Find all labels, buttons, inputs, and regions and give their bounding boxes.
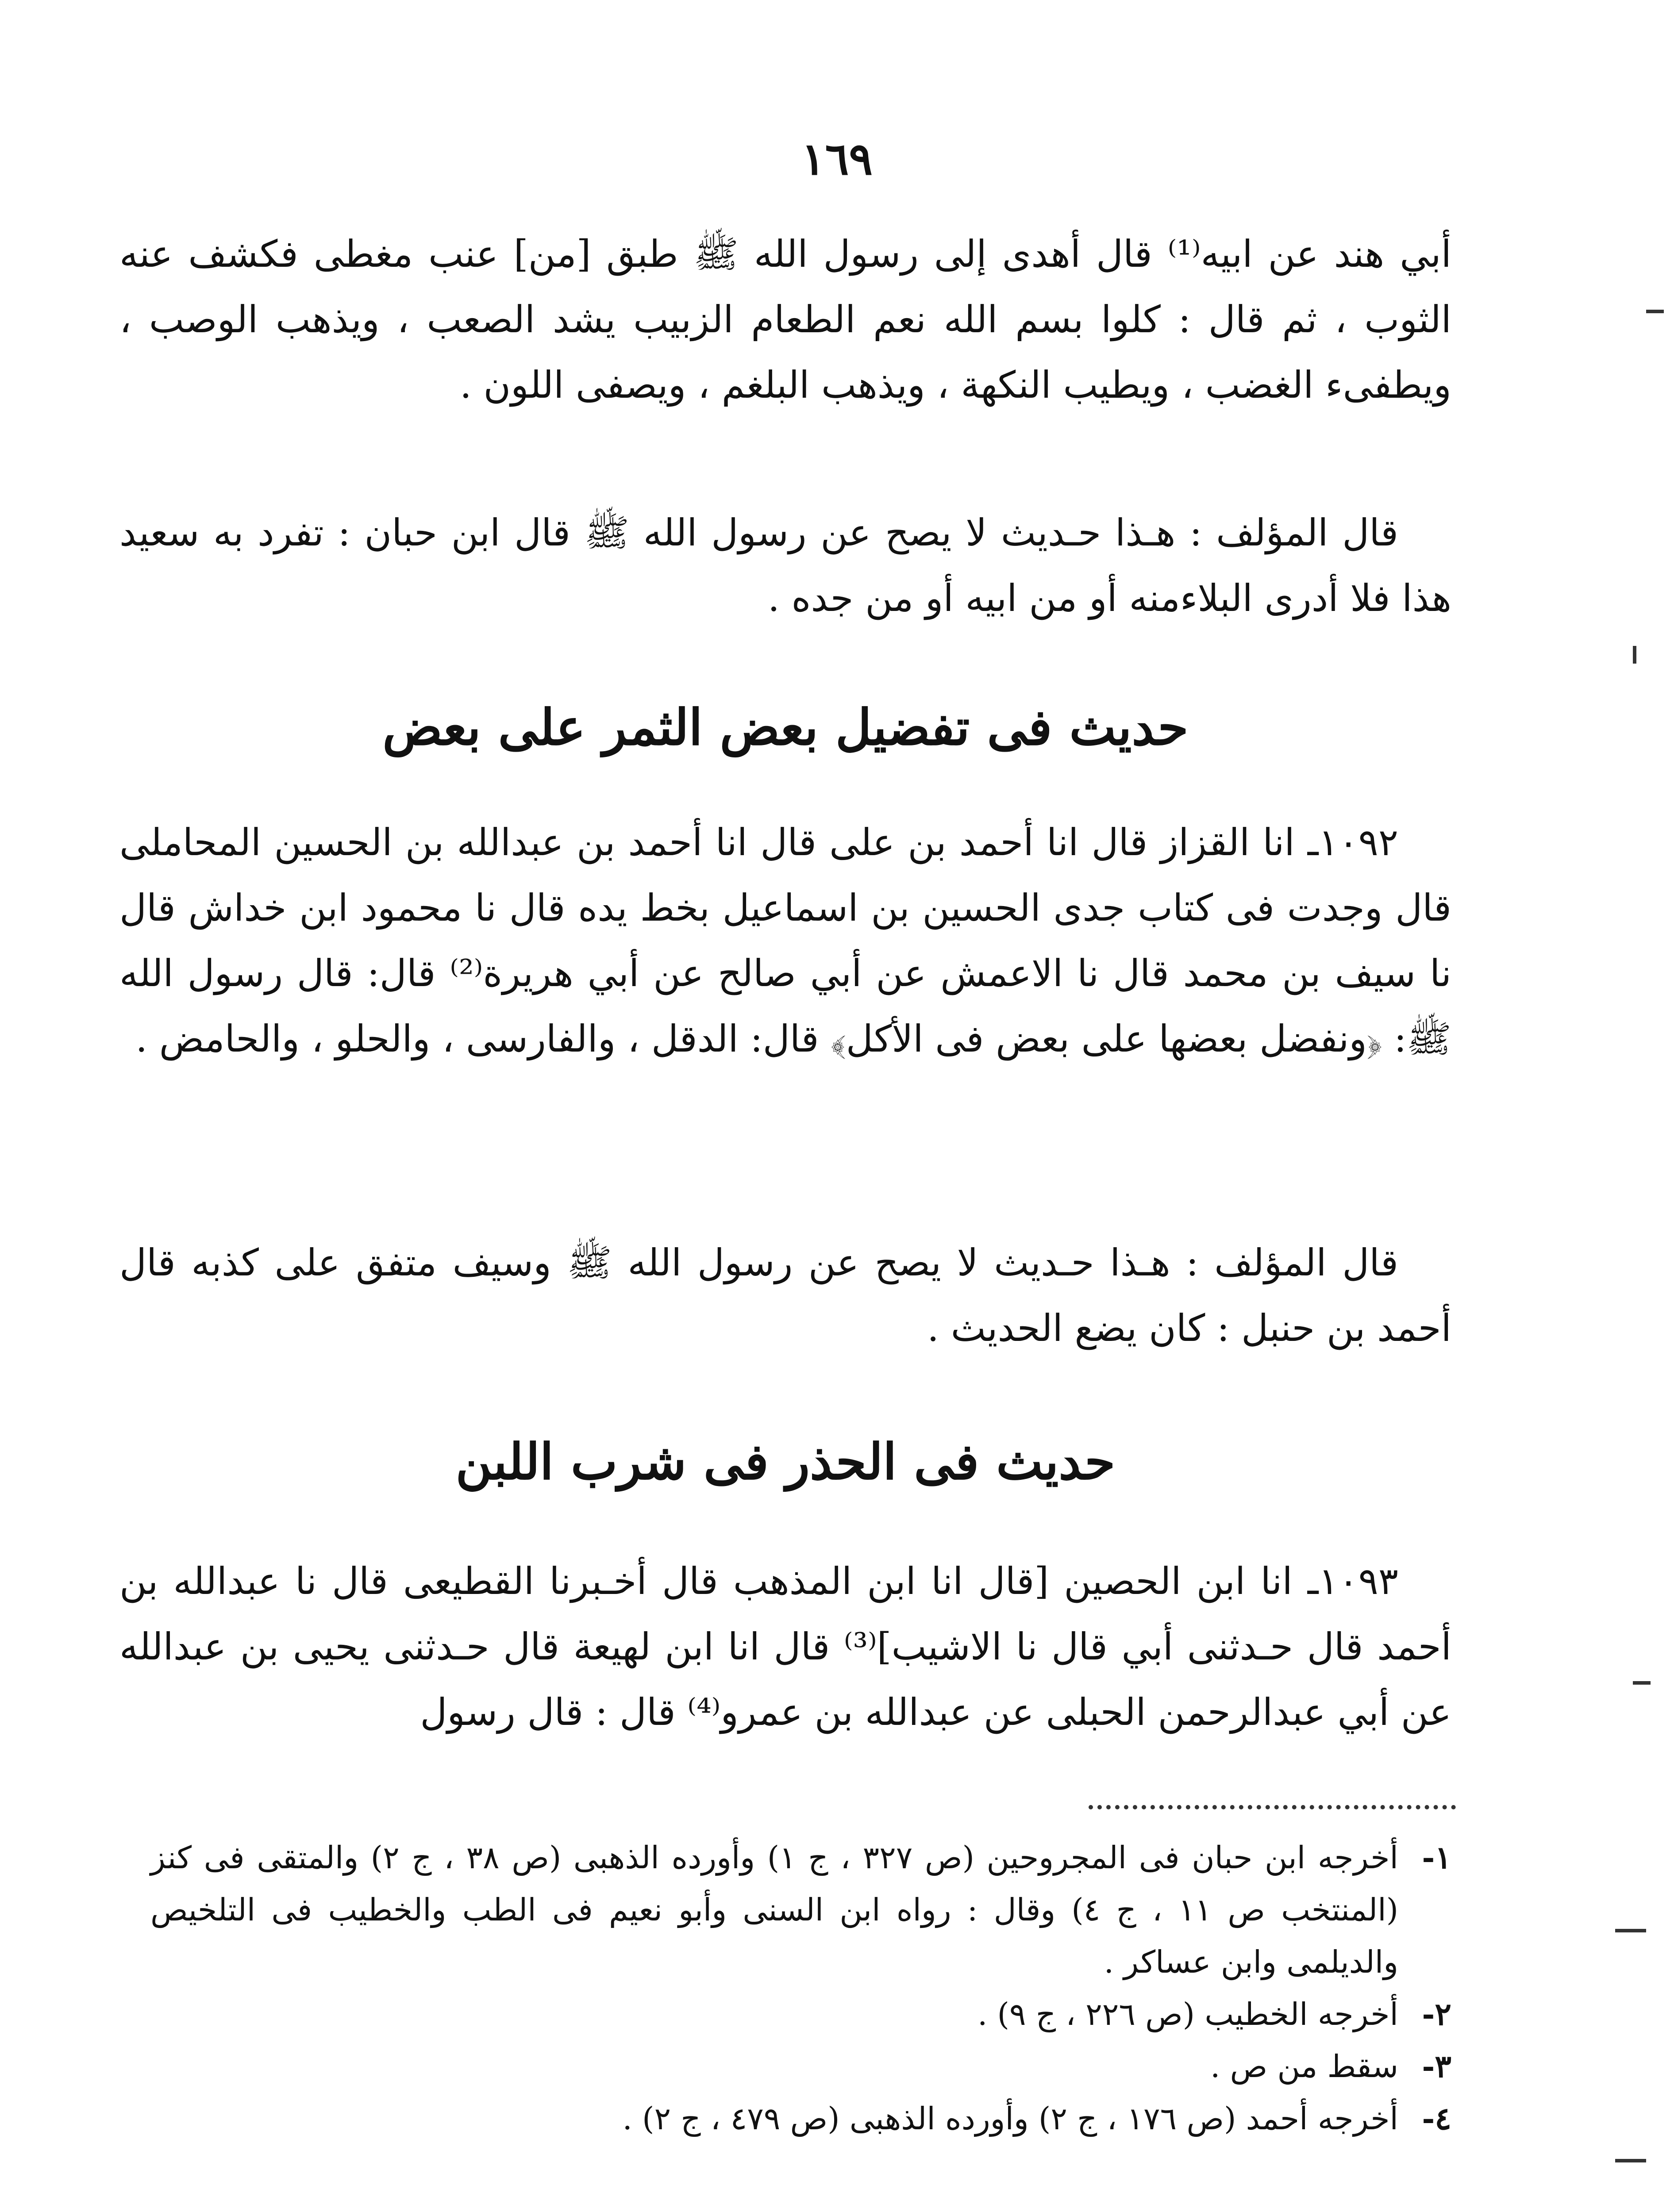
scan-margin-mark <box>1615 1929 1646 1932</box>
paragraph-text: ١٠٩٣ـ انا ابن الحصين [قال انا ابن المذهب قال أخـبرنا القطيعى قال نا عبدالله بن أحمد قال حـدثنى أبي قال نا الاشيب]⁽³⁾ قال انا ابن لهيعة قال حـدثنى يحيى بن عبدالله عن أبي عبدالرحمن الحبلى عن عبدالله بن عمرو⁽⁴⁾ قال : قال رسول <box>119 1559 1451 1734</box>
scan-margin-mark <box>1615 2159 1646 2162</box>
page-number: ١٦٩ <box>801 133 873 185</box>
footnote-number: ٢- <box>1422 1996 1451 2032</box>
section-heading-fruit-preference: حديث فى تفضيل بعض الثمر على بعض <box>382 699 1189 757</box>
scan-margin-mark <box>1633 1681 1651 1685</box>
section-heading-milk-caution: حديث فى الحذر فى شرب اللبن <box>455 1433 1116 1491</box>
paragraph-hadith-1093 <box>119 1548 1451 1745</box>
footnotes-section <box>150 1832 1451 2145</box>
footnote-text: أخرجه ابن حبان فى المجروحين (ص ٣٢٧ ، ج ١) وأورده الذهبى (ص ٣٨ ، ج ٢) والمتقى فى كنز (المنتخب ص ١١ ، ج ٤) وقال : رواه ابن السنى وأبو نعيم فى الطب والخطيب فى التلخيص والديلمى وابن عساكر . <box>150 1839 1399 1980</box>
footnote-3 <box>150 2040 1451 2093</box>
footnote-4 <box>150 2093 1451 2145</box>
footnote-text: سقط من ص . <box>1210 2048 1398 2085</box>
footnote-text: أخرجه أحمد (ص ١٧٦ ، ج ٢) وأورده الذهبى (ص ٤٧٩ ، ج ٢) . <box>622 2101 1398 2137</box>
paragraph-text: أبي هند عن ابيه⁽¹⁾ قال أهدى إلى رسول الله ﷺ طبق [من] عنب مغطى فكشف عنه الثوب ، ثم قال : كلوا بسم الله نعم الطعام الزبيب يشد الصعب ، ويذهب الوصب ، ويطفىء الغضب ، ويطيب النكهة ، ويذهب البلغم ، ويصفى اللون . <box>119 232 1451 407</box>
footnote-2 <box>150 1988 1451 2040</box>
footnote-divider <box>1089 1805 1456 1809</box>
scan-margin-mark <box>1633 646 1636 664</box>
paragraph-text: قال المؤلف : هـذا حـديث لا يصح عن رسول الله ﷺ وسيف متفق على كذبه قال أحمد بن حنبل : كان يضع الحديث . <box>119 1241 1451 1350</box>
footnote-number: ١- <box>1422 1839 1451 1876</box>
paragraph-hadith-raisins <box>119 221 1451 418</box>
footnote-1 <box>150 1832 1451 1988</box>
footnote-number: ٤- <box>1422 2100 1451 2137</box>
footnote-number: ٣- <box>1422 2048 1451 2085</box>
paragraph-author-comment-1 <box>119 500 1451 631</box>
paragraph-author-comment-2 <box>119 1230 1451 1361</box>
paragraph-hadith-1092 <box>119 810 1451 1071</box>
scan-margin-mark <box>1646 310 1664 313</box>
paragraph-text: ١٠٩٢ـ انا القزاز قال انا أحمد بن على قال انا أحمد بن عبدالله بن الحسين المحاملى قال وجدت فى كتاب جدى الحسين بن اسماعيل بخط يده قال نا محمود ابن خداش قال نا سيف بن محمد قال نا الاعمش عن أبي صالح عن أبي هريرة⁽²⁾ قال: قال رسول الله ﷺ: ﴿ونفضل بعضها على بعض فى الأكل﴾ قال: الدقل ، والفارسى ، والحلو ، والحامض . <box>119 821 1452 1060</box>
paragraph-text: قال المؤلف : هـذا حـديث لا يصح عن رسول الله ﷺ قال ابن حبان : تفرد به سعيد هذا فلا أدرى البلاءمنه أو من ابيه أو من جده . <box>119 511 1451 620</box>
footnote-text: أخرجه الخطيب (ص ٢٢٦ ، ج ٩) . <box>977 1996 1398 2032</box>
